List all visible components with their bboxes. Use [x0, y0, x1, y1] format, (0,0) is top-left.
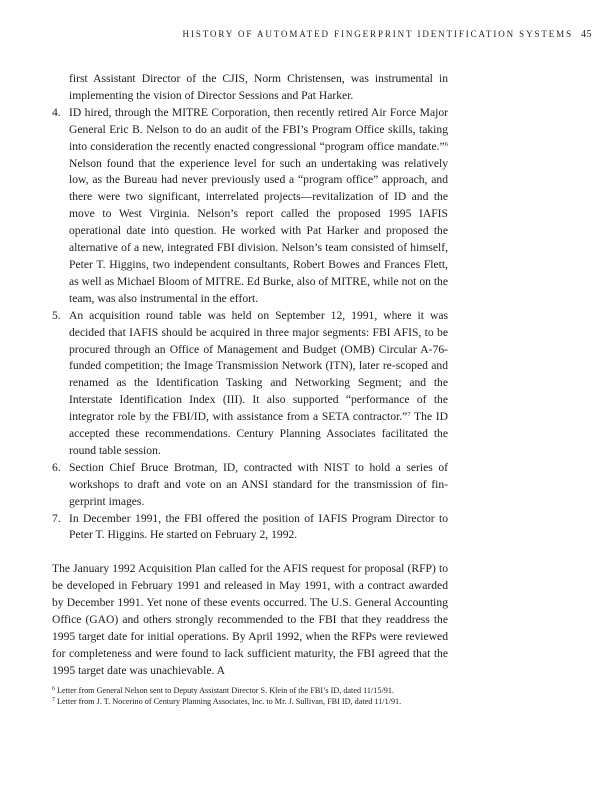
- list-item-text: In December 1991, the FBI offered the position of IAFIS Program Director to Peter T. Higgins. He started on February 2, 1992.: [69, 511, 448, 542]
- running-head: [0, 29, 613, 40]
- footnote-text: Letter from General Nelson sent to Deputy Assistant Director S. Klein of the FBI’s ID, dated 11/15/91.: [57, 686, 394, 695]
- body-text: [52, 71, 448, 680]
- list-item-text-continued: The ID accepted these recommendations. Century Planning Associates facilitated the round table session.: [69, 410, 448, 457]
- list-item: [52, 511, 448, 545]
- footnote: [52, 696, 448, 707]
- list-item-text-continued: Nelson found that the experience level for such an undertaking was relatively low, as the Bureau had never previously used a “program office” approach, and there were two significant, interrelated projects—revitalization of ID and the move to West Virginia. Nelson’s report called the proposed 1995 IAFIS operational date into question. He worked with Pat Harker and proposed the alternative of a new, integrated FBI division. Nelson’s team consisted of himself, Peter T. Higgins, two independent consultants, Robert Bowes and Frances Flett, as well as Michael Bloom of MITRE. Ed Burke, also of MITRE, while not on the team, was also instrumental in the effort.: [69, 156, 448, 305]
- list-item-number: 6.: [52, 460, 61, 474]
- list-item-number: 7.: [52, 511, 61, 525]
- footnote-text: Letter from J. T. Nocerino of Century Planning Associates, Inc. to Mr. J. Sullivan, FBI ID, dated 11/1/91.: [57, 697, 402, 707]
- page-number: 45: [581, 29, 592, 40]
- list-item: [52, 308, 448, 460]
- footnotes: [52, 685, 448, 708]
- numbered-list: [52, 105, 448, 545]
- list-item-text: An acquisition round table was held on September 12, 1991, where it was decided that IAFIS should be acquired in three major segments: FBI AFIS, to be procured through an Office of Management and Budget (OMB) Circular A-76-funded competition; the Image Transmission Network (ITN), later re-scoped and renamed as the Identification Tasking and Networking Segment; and the Interstate Identification Index (III). It also supported “performance of the integrator role by the FBI/ID, with assistance from a SETA contractor.”: [69, 308, 448, 424]
- continuation-paragraph: first Assistant Director of the CJIS, Norm Christensen, was instrumental in implementing the vision of Director Sessions and Pat Harker.: [69, 72, 448, 102]
- list-item-number: 4.: [52, 105, 61, 119]
- footnote-ref[interactable]: 7: [407, 411, 411, 419]
- list-item: [52, 105, 448, 308]
- body-paragraph: The January 1992 Acquisition Plan called for the AFIS request for proposal (RFP) to be developed in February 1991 and released in May 1991, with a contract awarded by December 1991. Yet none of these events occurred. The U.S. General Accounting Office (GAO) and others strongly recommended to the FBI that they readdress the 1995 target date for initial operations. By April 1992, when the RFPs were reviewed for completeness and were found to lack sufficient maturity, the FBI agreed that the 1995 target date was unachievable. A: [52, 562, 448, 677]
- list-item-text: Section Chief Bruce Brotman, ID, contracted with NIST to hold a series of workshops to draft and vote on an ANSI standard for the transmission of fingerprint images.: [69, 460, 448, 508]
- footnote-ref[interactable]: 6: [444, 140, 448, 148]
- list-item-number: 5.: [52, 308, 61, 322]
- list-item: [52, 460, 448, 511]
- footnote: [52, 685, 448, 696]
- running-head-title: HISTORY OF AUTOMATED FINGERPRINT IDENTIFICATION SYSTEMS: [182, 29, 573, 39]
- list-item-text: ID hired, through the MITRE Corporation, then recently retired Air Force Major General Eric B. Nelson to do an audit of the FBI’s Program Office skills, taking into consideration the recently enacted congressional “program office mandate.”: [69, 105, 448, 153]
- footnote-marker: 7: [52, 697, 55, 704]
- footnote-marker: 6: [52, 686, 55, 692]
